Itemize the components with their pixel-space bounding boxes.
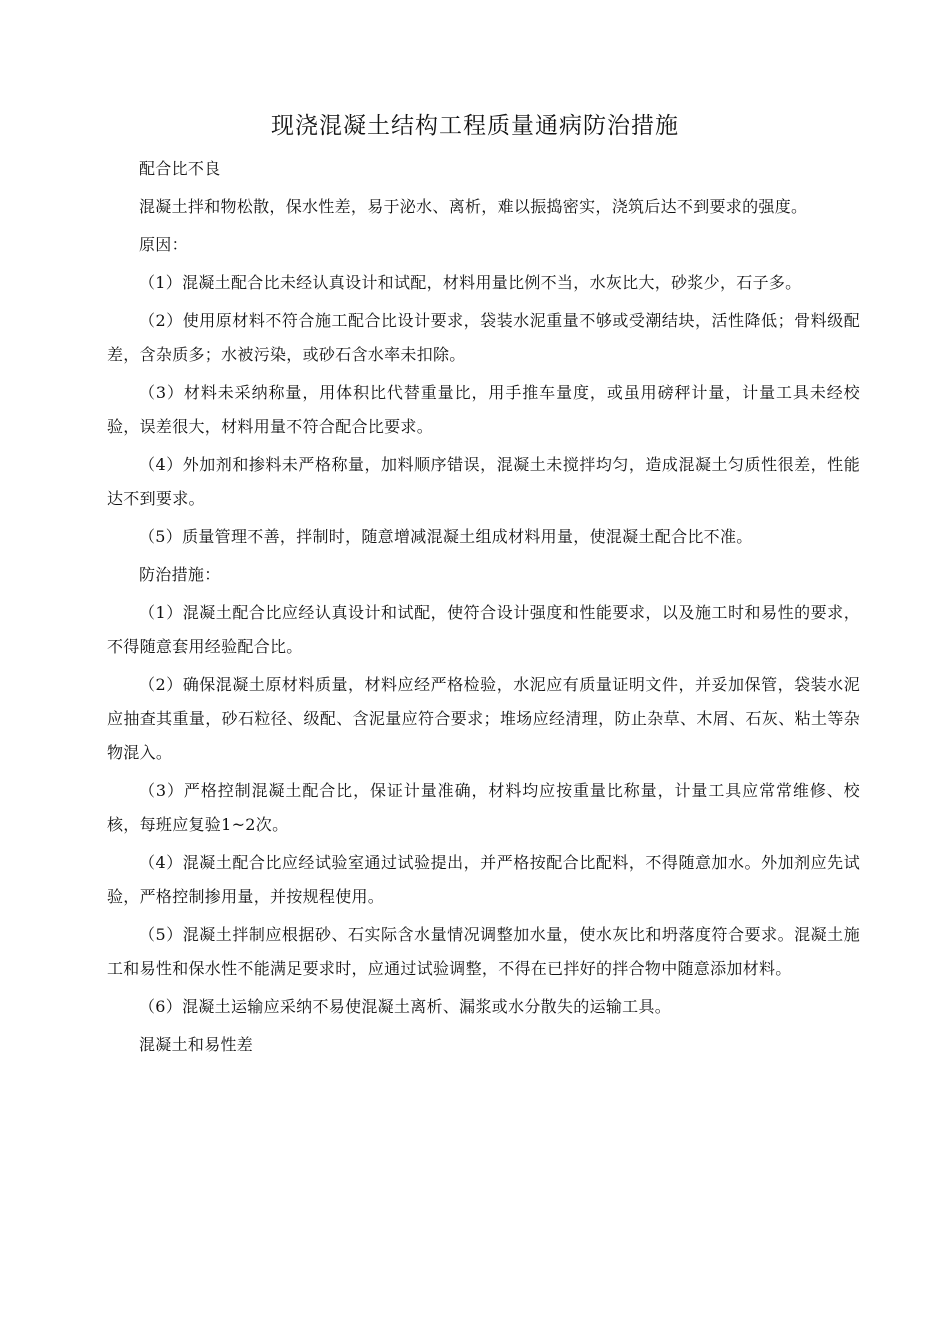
section-label-causes: 原因： — [139, 235, 188, 254]
cause-item: （1）混凝土配合比未经认真设计和试配，材料用量比例不当，水灰比大，砂浆少，石子多。 — [139, 273, 802, 292]
section-heading-poor-mix-ratio: 配合比不良 — [139, 159, 221, 178]
prevention-item: （5）混凝土拌制应根据砂、石实际含水量情况调整加水量，使水灰比和坍落度符合要求。混凝土施工和易性和保水性不能满足要求时，应通过试验调整，不得在已拌好的拌合物中随意添加材料。 — [107, 925, 860, 978]
prevention-item: （2）确保混凝土原材料质量，材料应经严格检验，水泥应有质量证明文件，并妥加保管，袋装水泥应抽查其重量，砂石粒径、级配、含泥量应符合要求；堆场应经清理，防止杂草、木屑、石灰、粘土等杂物混入。 — [107, 675, 860, 762]
cause-item: （4）外加剂和掺料未严格称量，加料顺序错误，混凝土未搅拌均匀，造成混凝土匀质性很差，性能达不到要求。 — [107, 455, 860, 508]
prevention-item: （4）混凝土配合比应经试验室通过试验提出，并严格按配合比配料，不得随意加水。外加剂应先试验，严格控制掺用量，并按规程使用。 — [107, 853, 860, 906]
prevention-item: （1）混凝土配合比应经认真设计和试配，使符合设计强度和性能要求，以及施工时和易性的要求，不得随意套用经验配合比。 — [107, 603, 860, 656]
section-label-prevention: 防治措施： — [139, 565, 221, 584]
document-title: 现浇混凝土结构工程质量通病防治措施 — [271, 113, 679, 139]
prevention-item: （3）严格控制混凝土配合比，保证计量准确，材料均应按重量比称量，计量工具应常常维修、校核，每班应复验1~2次。 — [107, 781, 860, 834]
cause-item: （3）材料未采纳称量，用体积比代替重量比，用手推车量度，或虽用磅秤计量，计量工具未经校验，误差很大，材料用量不符合配合比要求。 — [107, 383, 860, 436]
prevention-item: （6）混凝土运输应采纳不易使混凝土离析、漏浆或水分散失的运输工具。 — [139, 997, 672, 1016]
document-body — [107, 152, 860, 1066]
section-heading-poor-workability: 混凝土和易性差 — [139, 1035, 254, 1054]
paragraph: 混凝土拌和物松散，保水性差，易于泌水、离析，难以振捣密实，浇筑后达不到要求的强度。 — [139, 197, 808, 216]
cause-item: （5）质量管理不善，拌制时，随意增减混凝土组成材料用量，使混凝土配合比不准。 — [139, 527, 753, 546]
cause-item: （2）使用原材料不符合施工配合比设计要求，袋装水泥重量不够或受潮结块，活性降低；骨料级配差，含杂质多；水被污染，或砂石含水率未扣除。 — [107, 311, 860, 364]
